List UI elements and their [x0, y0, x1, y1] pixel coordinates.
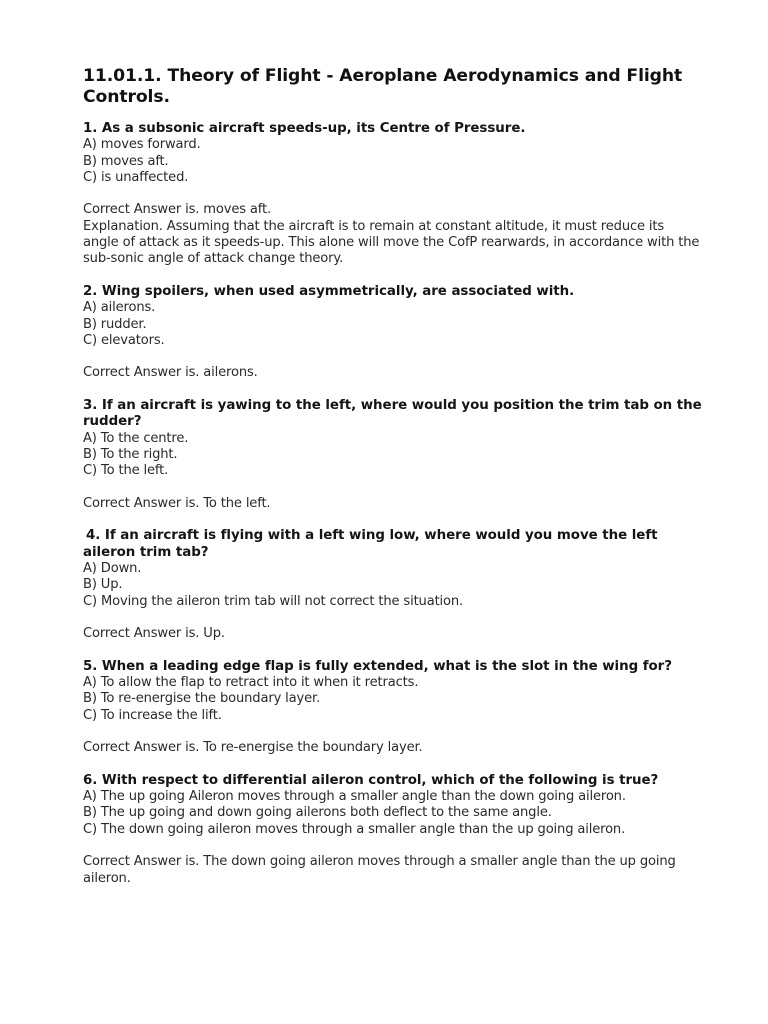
option-a: A) Down.: [83, 561, 142, 577]
option-a: A) To the centre.: [83, 430, 189, 446]
question-3: [83, 398, 703, 512]
document-title: 11.01.1. Theory of Flight - Aeroplane Aerodynamics and Flight Controls.: [83, 66, 683, 107]
question-6: [83, 773, 703, 887]
question-text: 2. Wing spoilers, when used asymmetrically, are associated with.: [83, 283, 575, 299]
answer-block: [83, 626, 703, 642]
option-c: C) is unaffected.: [83, 169, 189, 185]
option-c: C) Moving the aileron trim tab will not correct the situation.: [83, 593, 464, 609]
question-text: 1. As a subsonic aircraft speeds-up, its Centre of Pressure.: [83, 121, 526, 136]
answer-block: [83, 202, 703, 267]
option-b: B) The up going and down going ailerons both deflect to the same angle.: [83, 805, 552, 821]
option-b: B) Up.: [83, 577, 123, 593]
correct-answer: Correct Answer is. The down going aileron moves through a smaller angle than the up going aileron.: [83, 854, 676, 886]
question-text: 6. With respect to differential aileron control, which of the following is true?: [83, 772, 659, 788]
question-2: [83, 284, 703, 382]
question-text: 5. When a leading edge flap is fully extended, what is the slot in the wing for?: [83, 658, 672, 674]
option-a: A) moves forward.: [83, 137, 201, 153]
option-c: C) To the left.: [83, 463, 169, 479]
answer-block: [83, 740, 703, 756]
document-page: [83, 66, 703, 903]
option-c: C) elevators.: [83, 332, 165, 348]
question-4: [83, 528, 703, 642]
correct-answer: Correct Answer is. To the left.: [83, 495, 271, 511]
option-b: B) rudder.: [83, 316, 147, 332]
correct-answer: Correct Answer is. moves aft.: [83, 202, 272, 218]
option-c: C) To increase the lift.: [83, 707, 222, 723]
correct-answer: Correct Answer is. Up.: [83, 626, 225, 642]
answer-block: [83, 496, 703, 512]
explanation: Explanation. Assuming that the aircraft is to remain at constant altitude, it must reduce its angle of attack as it speeds-up. This alone will move the CofP rearwards, in accordance with the sub-sonic angle of attack change theory.: [83, 218, 700, 267]
option-b: B) moves aft.: [83, 153, 169, 169]
option-b: B) To re-energise the boundary layer.: [83, 691, 321, 707]
correct-answer: Correct Answer is. To re-energise the boundary layer.: [83, 740, 423, 756]
question-text: 4. If an aircraft is flying with a left wing low, where would you move the left aileron trim tab?: [83, 528, 658, 560]
option-a: A) To allow the flap to retract into it when it retracts.: [83, 675, 419, 691]
answer-block: [83, 854, 703, 887]
option-a: A) ailerons.: [83, 300, 156, 316]
option-c: C) The down going aileron moves through a smaller angle than the up going aileron.: [83, 821, 626, 837]
question-1: [83, 121, 703, 268]
option-a: A) The up going Aileron moves through a smaller angle than the down going aileron.: [83, 789, 626, 805]
option-b: B) To the right.: [83, 446, 178, 462]
correct-answer: Correct Answer is. ailerons.: [83, 365, 258, 381]
question-text: 3. If an aircraft is yawing to the left, where would you position the trim tab on the rudder?: [83, 398, 702, 430]
question-5: [83, 659, 703, 757]
answer-block: [83, 365, 703, 381]
